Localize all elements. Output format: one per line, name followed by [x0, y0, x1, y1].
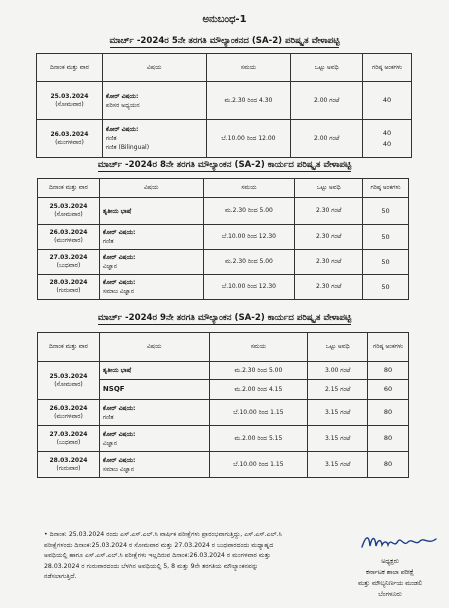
- header-subject: ವಿಷಯ: [99, 333, 209, 362]
- table-row: [38, 452, 409, 478]
- row-duration-cell: 3.15 ಗಂಟೆ: [308, 426, 368, 452]
- note-line: ಪರೀಕ್ಷೆಗಳಂದು ದಿನಾಂಕ:25.03.2024 ರ ಸೋಮವಾರ ಮತ್ತು 27.03.2024 ರ ಬುಧವಾರದಂದು ಮಧ್ಯಾಹ್ನದ: [44, 541, 274, 549]
- row-date-cell: 28.03.2024 (ಗುರುವಾರ): [38, 275, 100, 300]
- header-duration: ಒಟ್ಟು ಅವಧಿ: [291, 54, 363, 82]
- row-marks-cell: 80: [368, 400, 409, 426]
- row-subject-cell: ಕೋರ್ ವಿಷಯ: ವಿಜ್ಞಾನ: [99, 250, 203, 275]
- handwritten-signature: [360, 533, 440, 551]
- row-time-cell: ಬೆ.10.00 ರಿಂದ 12.30: [203, 225, 295, 250]
- row-date-cell: 27.03.2024 (ಬುಧವಾರ): [38, 250, 100, 275]
- table-row: [38, 225, 409, 250]
- header-subject: ವಿಷಯ: [102, 54, 206, 82]
- row-marks-cell: 80: [368, 452, 409, 478]
- note-line: ನಡೆಸಲಾಗುತ್ತಿದೆ.: [44, 573, 77, 580]
- row-marks-cell: 50: [363, 250, 409, 275]
- row-duration-cell: 3.00 ಗಂಟೆ: [308, 362, 368, 380]
- row-subject-cell: ಕೋರ್ ವಿಷಯ: ಗಣಿತ: [99, 225, 203, 250]
- row-duration-cell: 2.30 ಗಂಟೆ: [295, 275, 363, 300]
- table-class-9: [37, 332, 409, 478]
- row-date-cell: 26.03.2024 (ಮಂಗಳವಾರ): [37, 120, 103, 158]
- row-time-cell: ಬೆ.10.00 ರಿಂದ 12.30: [203, 275, 295, 300]
- row-marks-cell: 40: [363, 82, 412, 120]
- note-line: ಅವಧಿಯಲ್ಲಿ ಹಾಗೂ ಎಸ್.ಎಸ್.ಎಲ್.ಸಿ ಪರೀಕ್ಷೆಗಳು ಇಲ್ಲದಿರುವ ದಿನಾಂಕ:26.03.2024 ರ ಮಂಗಳವಾರ ಮತ್ತು: [44, 552, 271, 559]
- row-subject-cell: ಕೋರ್ ವಿಷಯ: ವಿಜ್ಞಾನ: [99, 426, 209, 452]
- table-header-row: [38, 179, 409, 198]
- row-marks-cell: 40 40: [363, 120, 412, 158]
- row-subject-cell: ಕೋರ್ ವಿಷಯ: ಗಣಿತ ಗಣಿತ (Bilingual): [102, 120, 206, 158]
- section-2-heading: ಮಾರ್ಚ್ -2024ರ 8ನೇ ತರಗತಿ ಮೌಲ್ಯಾಂಕನ (SA-2) ಕಾರ್ಯದ ಪರಿಷ್ಕೃತ ವೇಳಾಪಟ್ಟಿ: [97, 160, 352, 170]
- header-marks: ಗರಿಷ್ಠ ಅಂಕಗಳು: [368, 333, 409, 362]
- row-time-cell: ಮ.2.00 ರಿಂದ 5.15: [209, 426, 308, 452]
- signatory-city: ಬೆಂಗಳೂರು: [378, 591, 402, 598]
- row-duration-cell: 3.15 ಗಂಟೆ: [308, 452, 368, 478]
- row-marks-cell: 50: [363, 225, 409, 250]
- header-date: ದಿನಾಂಕ ಮತ್ತು ವಾರ: [38, 179, 100, 198]
- signatory-org: ಮತ್ತು ಮೌಲ್ಯನಿರ್ಣಯ ಮಂಡಲಿ: [358, 580, 422, 587]
- table-header-row: [37, 54, 412, 82]
- row-time-cell: ಮ.2.30 ರಿಂದ 5.00: [209, 362, 308, 380]
- row-marks-cell: 60: [368, 380, 409, 400]
- row-time-cell: ಬೆ.10.00 ರಿಂದ 1.15: [209, 452, 308, 478]
- signatory-role: ಅಧ್ಯಕ್ಷರು: [381, 558, 399, 565]
- row-date-cell: 27.03.2024 (ಬುಧವಾರ): [38, 426, 100, 452]
- row-date-cell: 25.03.2024 (ಸೋಮವಾರ): [37, 82, 103, 120]
- row-time-cell: ಮ.2.30 ರಿಂದ 5.00: [203, 250, 295, 275]
- row-date-cell: 28.03.2024 (ಗುರುವಾರ): [38, 452, 100, 478]
- row-marks-cell: 50: [363, 275, 409, 300]
- row-marks-cell: 80: [368, 362, 409, 380]
- table-row: [38, 400, 409, 426]
- row-subject-cell: ಕೋರ್ ವಿಷಯ: ಪರಿಸರ ಅಧ್ಯಯನ: [102, 82, 206, 120]
- signature-block: [340, 556, 440, 600]
- table-row: [38, 426, 409, 452]
- row-date-cell: 25.03.2024 (ಸೋಮವಾರ): [38, 362, 100, 400]
- table-row: [37, 82, 412, 120]
- row-subject-cell: ಕೋರ್ ವಿಷಯ: ಸಮಾಜ ವಿಜ್ಞಾನ: [99, 452, 209, 478]
- table-row: [37, 120, 412, 158]
- row-duration-cell: 2.00 ಗಂಟೆ: [291, 82, 363, 120]
- annex-title: ಅನುಬಂಧ-1: [202, 14, 247, 25]
- header-marks: ಗರಿಷ್ಠ ಅಂಕಗಳು: [363, 179, 409, 198]
- table-class-5: [36, 53, 412, 158]
- table-row: [38, 198, 409, 225]
- note-line: • ದಿನಾಂಕ: 25.03.2024 ರಂದು ಎಸ್.ಎಸ್.ಎಲ್.ಸಿ ವಾರ್ಷಿಕ ಪರೀಕ್ಷೆಗಳು ಪ್ರಾರಂಭವಾಗುತ್ತಿದ್ದು, ಎಸ್.ಎಸ್.ಎಲ್.ಸಿ: [44, 531, 282, 538]
- row-time-cell: ಬೆ.10.00 ರಿಂದ 1.15: [209, 400, 308, 426]
- row-date-cell: 26.03.2024 (ಮಂಗಳವಾರ): [38, 400, 100, 426]
- row-duration-cell: 2.00 ಗಂಟೆ: [291, 120, 363, 158]
- row-duration-cell: 2.30 ಗಂಟೆ: [295, 225, 363, 250]
- row-subject-cell: ತೃತೀಯ ಭಾಷೆ: [99, 198, 203, 225]
- header-marks: ಗರಿಷ್ಠ ಅಂಕಗಳು: [363, 54, 412, 82]
- row-time-cell: ಮ.2.30 ರಿಂದ 5.00: [203, 198, 295, 225]
- row-time-cell: ಬೆ.10.00 ರಿಂದ 12.00: [206, 120, 291, 158]
- row-duration-cell: 2.30 ಗಂಟೆ: [295, 250, 363, 275]
- signatory-org: ಕರ್ನಾಟಕ ಶಾಲಾ ಪರೀಕ್ಷೆ: [366, 569, 414, 576]
- table-row: [38, 275, 409, 300]
- header-subject: ವಿಷಯ: [99, 179, 203, 198]
- row-date-cell: 26.03.2024 (ಮಂಗಳವಾರ): [38, 225, 100, 250]
- row-subject-cell: ಕೋರ್ ವಿಷಯ: ಸಮಾಜ ವಿಜ್ಞಾನ: [99, 275, 203, 300]
- row-time-cell: ಮ.2.30 ರಿಂದ 4.30: [206, 82, 291, 120]
- row-marks-cell: 80: [368, 426, 409, 452]
- row-time-cell: ಮ.2.00 ರಿಂದ 4.15: [209, 380, 308, 400]
- section-1-heading: ಮಾರ್ಚ್ -2024ರ 5ನೇ ತರಗತಿ ಮೌಲ್ಯಾಂಕನದ (SA-2) ಪರಿಷ್ಕೃತ ವೇಳಾಪಟ್ಟಿ: [109, 36, 340, 46]
- header-time: ಸಮಯ: [209, 333, 308, 362]
- row-duration-cell: 2.30 ಗಂಟೆ: [295, 198, 363, 225]
- row-subject-cell: ತೃತೀಯ ಭಾಷೆ: [99, 362, 209, 380]
- row-marks-cell: 50: [363, 198, 409, 225]
- row-subject-cell: NSQF: [99, 380, 209, 400]
- table-header-row: [38, 333, 409, 362]
- header-date: ದಿನಾಂಕ ಮತ್ತು ವಾರ: [38, 333, 100, 362]
- header-time: ಸಮಯ: [203, 179, 295, 198]
- section-3-heading: ಮಾರ್ಚ್ -2024ರ 9ನೇ ತರಗತಿ ಮೌಲ್ಯಾಂಕನ (SA-2) ಕಾರ್ಯದ ಪರಿಷ್ಕೃತ ವೇಳಾಪಟ್ಟಿ: [97, 313, 352, 323]
- row-date-cell: 25.03.2024 (ಸೋಮವಾರ): [38, 198, 100, 225]
- table-class-8: [37, 178, 409, 300]
- table-row: [38, 362, 409, 380]
- row-duration-cell: 2.15 ಗಂಟೆ: [308, 380, 368, 400]
- table-row: [38, 250, 409, 275]
- header-duration: ಒಟ್ಟು ಅವಧಿ: [308, 333, 368, 362]
- header-time: ಸಮಯ: [206, 54, 291, 82]
- note-line: 28.03.2024 ರ ಗುರುವಾರದಂದು ಬೆಳಗಿನ ಅವಧಿಯಲ್ಲಿ 5, 8 ಮತ್ತು 9ನೇ ತರಗತಿಯ ಮೌಲ್ಯಾಂಕನವನ್ನು: [44, 562, 259, 570]
- row-duration-cell: 3.15 ಗಂಟೆ: [308, 400, 368, 426]
- header-date: ದಿನಾಂಕ ಮತ್ತು ವಾರ: [37, 54, 103, 82]
- row-subject-cell: ಕೋರ್ ವಿಷಯ: ಗಣಿತ: [99, 400, 209, 426]
- header-duration: ಒಟ್ಟು ಅವಧಿ: [295, 179, 363, 198]
